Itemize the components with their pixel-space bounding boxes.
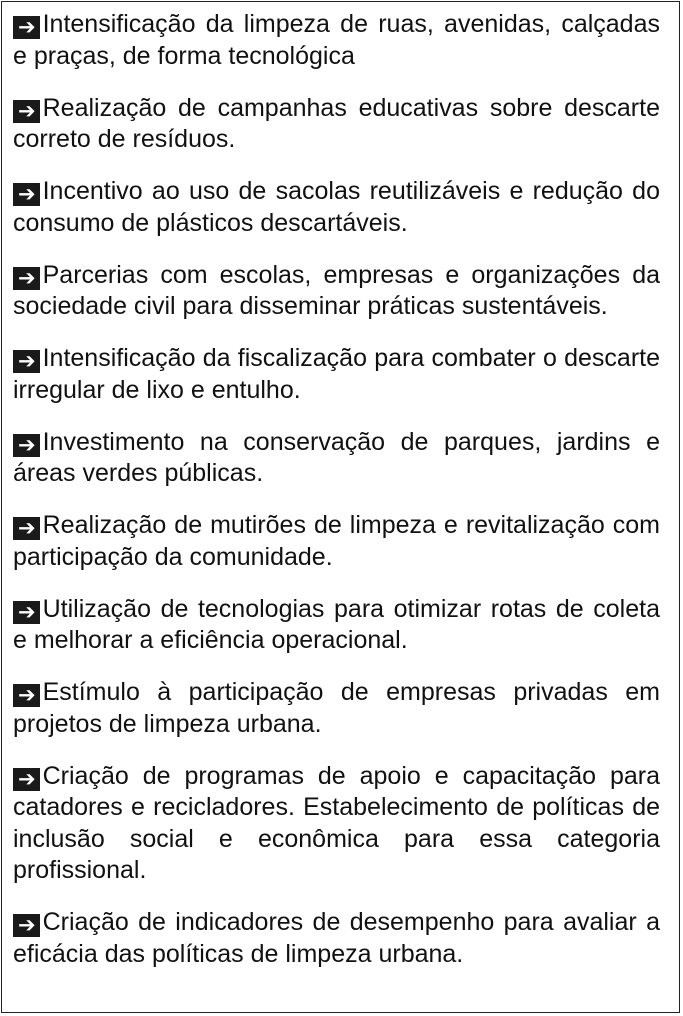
list-item-text: Criação de indicadores de desempenho para avaliar a eficácia das políticas de limpeza urbana. (13, 908, 660, 968)
list-item-text: Realização de mutirões de limpeza e revitalização com participação da comunidade. (13, 511, 660, 571)
list-item-text: Estímulo à participação de empresas privadas em projetos de limpeza urbana. (13, 678, 660, 738)
list-item (13, 907, 660, 970)
list-item (13, 761, 660, 887)
right-arrow-icon: ➔ (13, 684, 40, 707)
list-item-text: Utilização de tecnologias para otimizar rotas de coleta e melhorar a eficiência operacional. (13, 594, 660, 654)
right-arrow-icon: ➔ (13, 350, 40, 373)
list-item (13, 343, 660, 406)
right-arrow-icon: ➔ (13, 517, 40, 540)
right-arrow-icon: ➔ (13, 183, 40, 206)
right-arrow-icon: ➔ (13, 768, 40, 791)
list-item-text: Incentivo ao uso de sacolas reutilizáveis e redução do consumo de plásticos descartáveis. (13, 177, 660, 237)
list-item (13, 677, 660, 740)
list-item (13, 427, 660, 490)
list-item-text: Realização de campanhas educativas sobre descarte correto de resíduos. (13, 93, 660, 153)
list-item (13, 93, 660, 156)
list-item-text: Parcerias com escolas, empresas e organizações da sociedade civil para disseminar práticas sustentáveis. (13, 260, 660, 320)
document-frame (1, 1, 680, 1013)
right-arrow-icon: ➔ (13, 100, 40, 123)
right-arrow-icon: ➔ (13, 434, 40, 457)
list-item (13, 594, 660, 657)
right-arrow-icon: ➔ (13, 16, 40, 39)
right-arrow-icon: ➔ (13, 914, 40, 937)
list-item-text: Criação de programas de apoio e capacitação para catadores e recicladores. Estabelecimento de políticas de inclusão social e econômica para essa categoria profissional. (13, 761, 660, 884)
list-item (13, 9, 660, 72)
proposal-list (13, 9, 660, 991)
list-item-text: Intensificação da limpeza de ruas, avenidas, calçadas e praças, de forma tecnológica (13, 10, 660, 70)
list-item-text: Investimento na conservação de parques, jardins e áreas verdes públicas. (13, 427, 660, 487)
right-arrow-icon: ➔ (13, 267, 40, 290)
list-item (13, 176, 660, 239)
list-item (13, 510, 660, 573)
list-item (13, 260, 660, 323)
list-item-text: Intensificação da fiscalização para combater o descarte irregular de lixo e entulho. (13, 344, 660, 404)
right-arrow-icon: ➔ (13, 601, 40, 624)
